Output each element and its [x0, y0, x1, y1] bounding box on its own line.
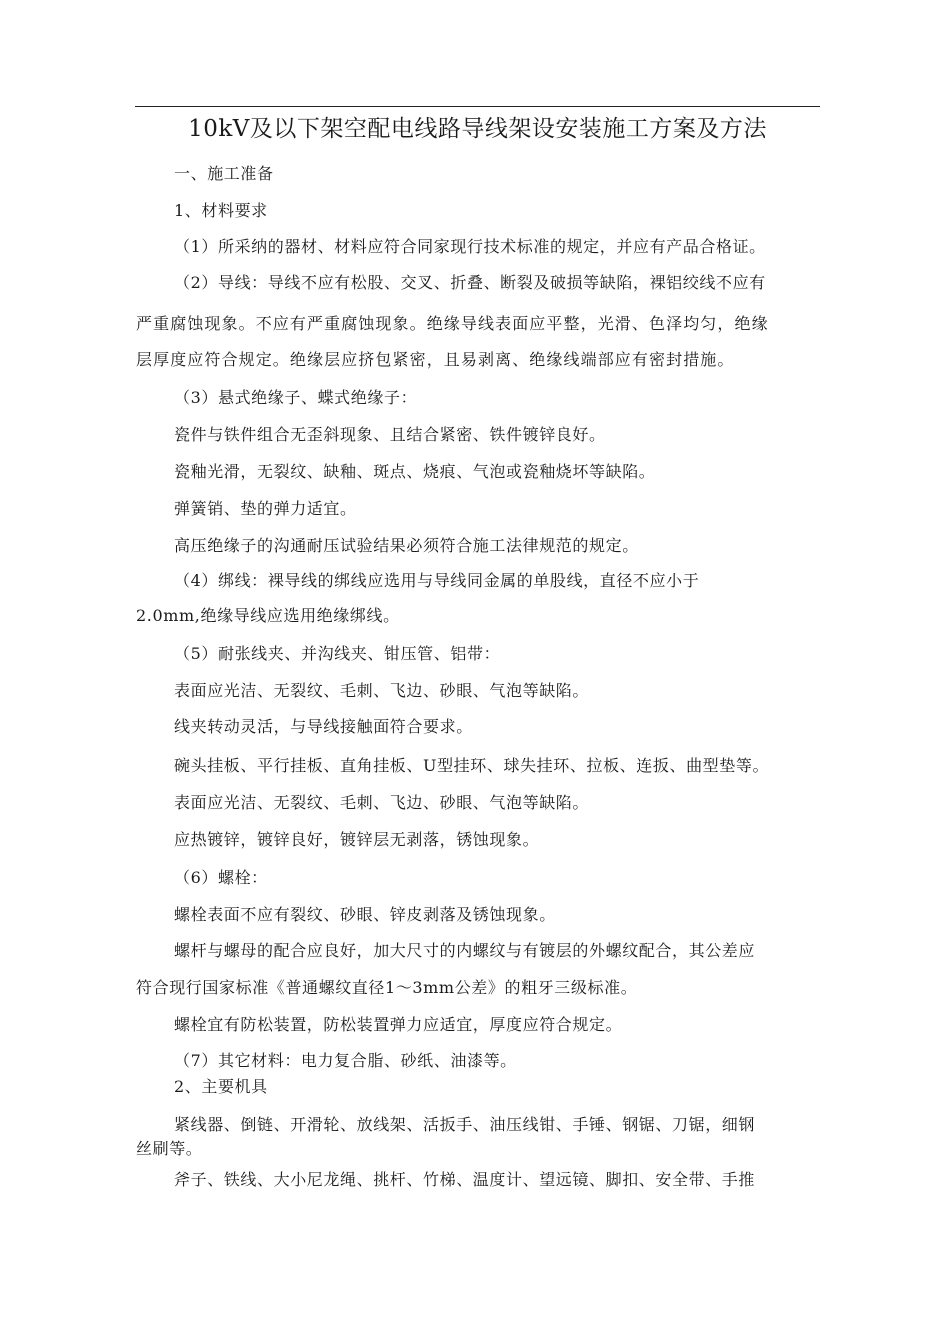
- paragraph-line: 碗头挂板、平行挂板、直角挂板、U型挂环、球失挂环、拉板、连扳、曲型垫等。: [174, 756, 770, 775]
- paragraph-line: 高压绝缘子的沟通耐压试验结果必须符合施工法律规范的规定。: [174, 536, 639, 555]
- paragraph-line: 丝刷等。: [136, 1139, 203, 1158]
- paragraph-line: （4）绑线：裸导线的绑线应选用与导线同金属的单股线，直径不应小于: [174, 571, 700, 590]
- paragraph-line: 弹簧销、垫的弹力适宜。: [174, 499, 357, 518]
- subsection-heading: 1、材料要求: [174, 201, 268, 220]
- paragraph-line: （7）其它材料：电力复合脂、砂纸、油漆等。: [174, 1051, 517, 1070]
- paragraph-line: 紧线器、倒链、开滑轮、放线架、活扳手、油压线钳、手锤、钢锯、刀锯，细钢: [174, 1115, 756, 1134]
- paragraph-line: 线夹转动灵活，与导线接触面符合要求。: [174, 717, 473, 736]
- paragraph-line: 表面应光洁、无裂纹、毛刺、飞边、砂眼、气泡等缺陷。: [174, 793, 590, 812]
- paragraph-line: （3）悬式绝缘子、蝶式绝缘子：: [174, 388, 418, 407]
- paragraph-line: 瓷釉光滑，无裂纹、缺釉、斑点、烧痕、气泡或瓷釉烧坏等缺陷。: [174, 462, 656, 481]
- section-heading: 一、施工准备: [174, 164, 274, 183]
- header-rule: [135, 106, 820, 107]
- subsection-heading: 2、主要机具: [174, 1077, 268, 1096]
- paragraph-line: 层厚度应符合规定。绝缘层应挤包紧密，且易剥离、绝缘线端部应有密封措施。: [136, 350, 735, 369]
- document-title: 10kV及以下架空配电线路导线架设安装施工方案及方法: [188, 116, 767, 142]
- paragraph-line: 斧子、铁线、大小尼龙绳、挑杆、竹梯、温度计、望远镜、脚扣、安全带、手推: [174, 1170, 756, 1189]
- paragraph-line: （5）耐张线夹、并沟线夹、钳压管、铝带：: [174, 644, 501, 663]
- paragraph-line: 表面应光洁、无裂纹、毛刺、飞边、砂眼、气泡等缺陷。: [174, 681, 590, 700]
- paragraph-line: 瓷件与铁件组合无歪斜现象、且结合紧密、铁件镀锌良好。: [174, 425, 606, 444]
- paragraph-line: （2）导线：导线不应有松股、交叉、折叠、断裂及破损等缺陷，裸铝绞线不应有: [174, 273, 766, 292]
- paragraph-line: 符合现行国家标准《普通螺纹直径1〜3mm公差》的粗牙三级标准。: [136, 978, 638, 997]
- paragraph-line: （1）所采纳的器材、材料应符合同家现行技术标准的规定，并应有产品合格证。: [174, 237, 766, 256]
- paragraph-line: 应热镀锌，镀锌良好，镀锌层无剥落，锈蚀现象。: [174, 830, 540, 849]
- paragraph-line: 螺栓宜有防松装置，防松装置弹力应适宜，厚度应符合规定。: [174, 1015, 623, 1034]
- paragraph-line: 严重腐蚀现象。不应有严重腐蚀现象。绝缘导线表面应平整，光滑、色泽均匀，绝缘: [136, 314, 769, 333]
- paragraph-line: 螺栓表面不应有裂纹、砂眼、锌皮剥落及锈蚀现象。: [174, 905, 556, 924]
- paragraph-line: （6）螺栓：: [174, 868, 268, 887]
- paragraph-line: 螺杆与螺母的配合应良好，加大尺寸的内螺纹与有镀层的外螺纹配合，其公差应: [174, 941, 756, 960]
- paragraph-line: 2.0mm,绝缘导线应选用绝缘绑线。: [136, 606, 400, 625]
